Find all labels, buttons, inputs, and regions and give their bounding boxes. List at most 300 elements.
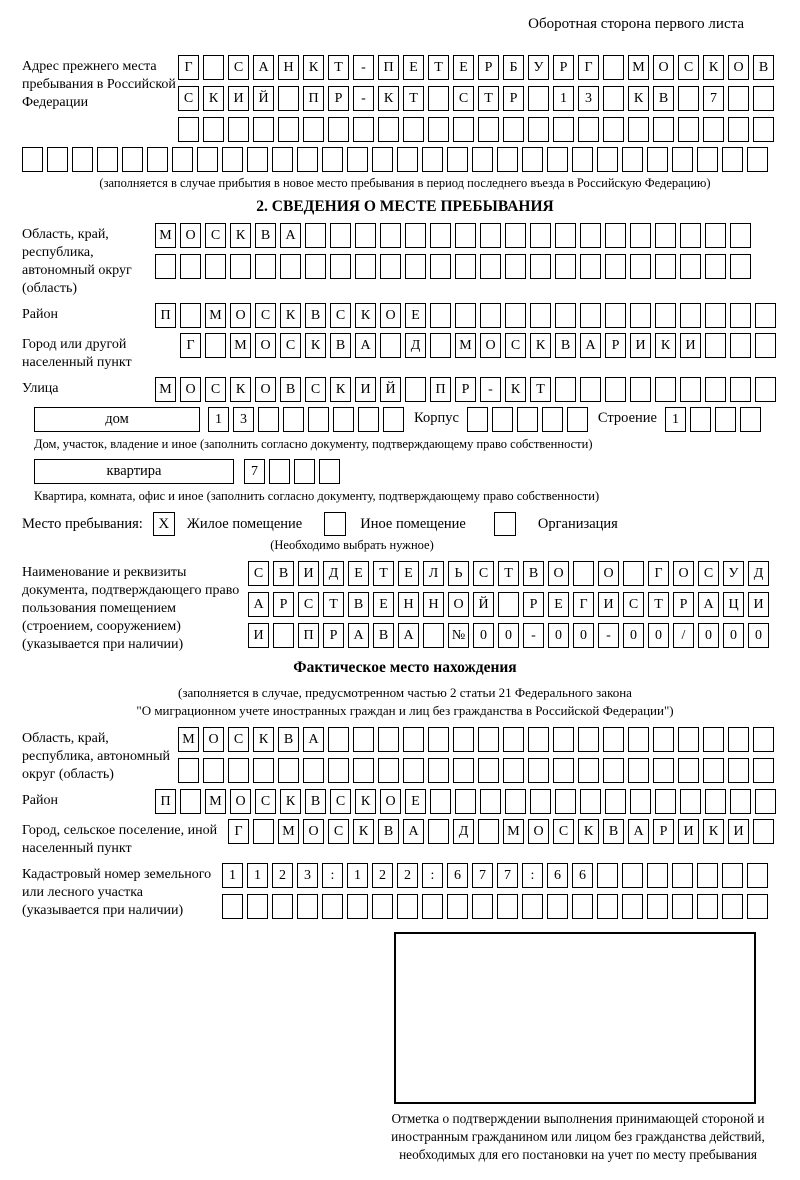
char-box[interactable] bbox=[678, 86, 699, 111]
char-box[interactable] bbox=[397, 894, 418, 919]
char-box[interactable]: У bbox=[723, 561, 744, 586]
char-box[interactable] bbox=[505, 223, 526, 248]
char-box[interactable]: С bbox=[473, 561, 494, 586]
char-box[interactable] bbox=[503, 727, 524, 752]
char-box[interactable]: Г bbox=[180, 333, 201, 358]
char-box[interactable]: С bbox=[305, 377, 326, 402]
char-box[interactable] bbox=[247, 147, 268, 172]
char-box[interactable] bbox=[330, 254, 351, 279]
char-box[interactable]: 7 bbox=[703, 86, 724, 111]
char-box[interactable]: Р bbox=[273, 592, 294, 617]
char-box[interactable] bbox=[467, 407, 488, 432]
char-box[interactable] bbox=[705, 789, 726, 814]
char-box[interactable]: И bbox=[748, 592, 769, 617]
char-box[interactable]: Г bbox=[648, 561, 669, 586]
char-box[interactable] bbox=[703, 727, 724, 752]
char-box[interactable]: К bbox=[330, 377, 351, 402]
char-box[interactable] bbox=[269, 459, 290, 484]
char-box[interactable]: И bbox=[678, 819, 699, 844]
char-box[interactable]: К bbox=[505, 377, 526, 402]
char-box[interactable] bbox=[230, 254, 251, 279]
char-box[interactable] bbox=[653, 758, 674, 783]
char-box[interactable] bbox=[353, 758, 374, 783]
char-box[interactable] bbox=[422, 147, 443, 172]
char-box[interactable] bbox=[722, 863, 743, 888]
char-box[interactable]: О bbox=[255, 377, 276, 402]
char-box[interactable] bbox=[555, 377, 576, 402]
char-box[interactable] bbox=[715, 407, 736, 432]
char-box[interactable] bbox=[530, 789, 551, 814]
char-box[interactable] bbox=[478, 819, 499, 844]
char-box[interactable]: К bbox=[378, 86, 399, 111]
char-box[interactable]: Т bbox=[328, 55, 349, 80]
char-box[interactable] bbox=[678, 727, 699, 752]
char-box[interactable]: С bbox=[178, 86, 199, 111]
char-box[interactable] bbox=[655, 789, 676, 814]
char-box[interactable] bbox=[730, 254, 751, 279]
char-box[interactable]: М bbox=[628, 55, 649, 80]
char-box[interactable] bbox=[303, 117, 324, 142]
char-box[interactable] bbox=[628, 758, 649, 783]
char-box[interactable] bbox=[428, 758, 449, 783]
char-box[interactable]: О bbox=[728, 55, 749, 80]
char-box[interactable] bbox=[672, 894, 693, 919]
char-box[interactable]: С bbox=[205, 377, 226, 402]
char-box[interactable]: Е bbox=[398, 561, 419, 586]
char-box[interactable]: О bbox=[180, 377, 201, 402]
char-box[interactable]: 6 bbox=[447, 863, 468, 888]
char-box[interactable] bbox=[47, 147, 68, 172]
char-box[interactable]: : bbox=[522, 863, 543, 888]
char-box[interactable] bbox=[530, 254, 551, 279]
char-box[interactable]: / bbox=[673, 623, 694, 648]
char-box[interactable]: В bbox=[523, 561, 544, 586]
char-box[interactable] bbox=[455, 223, 476, 248]
char-box[interactable] bbox=[747, 894, 768, 919]
char-box[interactable] bbox=[747, 863, 768, 888]
char-box[interactable] bbox=[603, 55, 624, 80]
char-box[interactable]: 1 bbox=[665, 407, 686, 432]
char-box[interactable] bbox=[722, 147, 743, 172]
char-box[interactable]: А bbox=[403, 819, 424, 844]
char-box[interactable] bbox=[480, 254, 501, 279]
char-box[interactable]: О bbox=[203, 727, 224, 752]
char-box[interactable] bbox=[178, 758, 199, 783]
char-box[interactable]: В bbox=[348, 592, 369, 617]
char-box[interactable] bbox=[278, 86, 299, 111]
char-box[interactable]: С bbox=[678, 55, 699, 80]
char-box[interactable] bbox=[697, 894, 718, 919]
char-box[interactable]: - bbox=[598, 623, 619, 648]
char-box[interactable] bbox=[747, 147, 768, 172]
char-box[interactable]: Ь bbox=[448, 561, 469, 586]
char-box[interactable]: О bbox=[230, 303, 251, 328]
char-box[interactable] bbox=[322, 147, 343, 172]
char-box[interactable] bbox=[322, 894, 343, 919]
char-box[interactable] bbox=[622, 863, 643, 888]
char-box[interactable]: 0 bbox=[723, 623, 744, 648]
char-box[interactable]: - bbox=[353, 86, 374, 111]
char-box[interactable] bbox=[428, 819, 449, 844]
char-box[interactable] bbox=[622, 147, 643, 172]
char-box[interactable] bbox=[505, 303, 526, 328]
char-box[interactable] bbox=[680, 789, 701, 814]
char-box[interactable]: В bbox=[305, 789, 326, 814]
char-box[interactable] bbox=[308, 407, 329, 432]
char-box[interactable] bbox=[455, 303, 476, 328]
char-box[interactable] bbox=[653, 117, 674, 142]
char-box[interactable] bbox=[630, 377, 651, 402]
char-box[interactable]: А bbox=[280, 223, 301, 248]
char-box[interactable]: К bbox=[280, 789, 301, 814]
char-box[interactable]: Т bbox=[530, 377, 551, 402]
char-box[interactable] bbox=[447, 894, 468, 919]
char-box[interactable]: 7 bbox=[472, 863, 493, 888]
char-box[interactable] bbox=[297, 147, 318, 172]
char-box[interactable]: В bbox=[273, 561, 294, 586]
char-box[interactable]: 0 bbox=[473, 623, 494, 648]
char-box[interactable]: М bbox=[278, 819, 299, 844]
char-box[interactable]: М bbox=[455, 333, 476, 358]
char-box[interactable]: С bbox=[228, 727, 249, 752]
char-box[interactable] bbox=[597, 147, 618, 172]
char-box[interactable]: Р bbox=[328, 86, 349, 111]
char-box[interactable] bbox=[455, 789, 476, 814]
char-box[interactable]: С bbox=[298, 592, 319, 617]
char-box[interactable]: М bbox=[205, 789, 226, 814]
char-box[interactable] bbox=[505, 254, 526, 279]
char-box[interactable] bbox=[97, 147, 118, 172]
char-box[interactable] bbox=[272, 894, 293, 919]
char-box[interactable] bbox=[258, 407, 279, 432]
char-box[interactable]: В bbox=[280, 377, 301, 402]
char-box[interactable] bbox=[472, 894, 493, 919]
char-box[interactable] bbox=[430, 303, 451, 328]
char-box[interactable] bbox=[690, 407, 711, 432]
char-box[interactable] bbox=[678, 117, 699, 142]
char-box[interactable]: С bbox=[330, 303, 351, 328]
char-box[interactable]: 0 bbox=[498, 623, 519, 648]
char-box[interactable] bbox=[580, 223, 601, 248]
char-box[interactable] bbox=[628, 117, 649, 142]
char-box[interactable] bbox=[428, 86, 449, 111]
char-box[interactable]: С bbox=[453, 86, 474, 111]
char-box[interactable] bbox=[528, 727, 549, 752]
char-box[interactable]: П bbox=[378, 55, 399, 80]
char-box[interactable]: К bbox=[280, 303, 301, 328]
char-box[interactable] bbox=[333, 407, 354, 432]
char-box[interactable]: : bbox=[322, 863, 343, 888]
char-box[interactable]: Е bbox=[453, 55, 474, 80]
char-box[interactable] bbox=[222, 147, 243, 172]
char-box[interactable] bbox=[372, 147, 393, 172]
char-box[interactable] bbox=[453, 117, 474, 142]
char-box[interactable] bbox=[655, 377, 676, 402]
char-box[interactable]: В bbox=[753, 55, 774, 80]
char-box[interactable] bbox=[380, 254, 401, 279]
char-box[interactable]: 7 bbox=[497, 863, 518, 888]
char-box[interactable]: О bbox=[303, 819, 324, 844]
char-box[interactable] bbox=[319, 459, 340, 484]
char-box[interactable]: Г bbox=[573, 592, 594, 617]
char-box[interactable]: П bbox=[430, 377, 451, 402]
char-box[interactable] bbox=[428, 117, 449, 142]
char-box[interactable] bbox=[378, 117, 399, 142]
char-box[interactable] bbox=[672, 863, 693, 888]
char-box[interactable] bbox=[517, 407, 538, 432]
char-box[interactable] bbox=[630, 789, 651, 814]
char-box[interactable]: Р bbox=[553, 55, 574, 80]
char-box[interactable] bbox=[478, 117, 499, 142]
char-box[interactable]: И bbox=[598, 592, 619, 617]
char-box[interactable] bbox=[605, 223, 626, 248]
char-box[interactable] bbox=[347, 147, 368, 172]
char-box[interactable] bbox=[497, 894, 518, 919]
char-box[interactable] bbox=[740, 407, 761, 432]
char-box[interactable]: И bbox=[298, 561, 319, 586]
char-box[interactable]: К bbox=[530, 333, 551, 358]
char-box[interactable]: И bbox=[228, 86, 249, 111]
char-box[interactable] bbox=[497, 147, 518, 172]
char-box[interactable] bbox=[492, 407, 513, 432]
char-box[interactable] bbox=[622, 894, 643, 919]
char-box[interactable] bbox=[480, 223, 501, 248]
char-box[interactable]: 3 bbox=[233, 407, 254, 432]
char-box[interactable]: И bbox=[728, 819, 749, 844]
char-box[interactable]: С bbox=[505, 333, 526, 358]
char-box[interactable] bbox=[203, 55, 224, 80]
char-box[interactable]: В bbox=[278, 727, 299, 752]
char-box[interactable]: Р bbox=[653, 819, 674, 844]
char-box[interactable] bbox=[378, 727, 399, 752]
char-box[interactable] bbox=[553, 117, 574, 142]
char-box[interactable]: - bbox=[523, 623, 544, 648]
char-box[interactable]: А bbox=[348, 623, 369, 648]
char-box[interactable] bbox=[580, 377, 601, 402]
char-box[interactable]: О bbox=[448, 592, 469, 617]
char-box[interactable] bbox=[305, 254, 326, 279]
char-box[interactable] bbox=[580, 254, 601, 279]
char-box[interactable] bbox=[278, 758, 299, 783]
char-box[interactable]: К bbox=[703, 55, 724, 80]
char-box[interactable] bbox=[605, 254, 626, 279]
char-box[interactable] bbox=[305, 223, 326, 248]
char-box[interactable]: Е bbox=[403, 55, 424, 80]
char-box[interactable]: С bbox=[553, 819, 574, 844]
char-box[interactable] bbox=[605, 303, 626, 328]
char-box[interactable] bbox=[380, 333, 401, 358]
char-box[interactable] bbox=[605, 377, 626, 402]
char-box[interactable] bbox=[623, 561, 644, 586]
char-box[interactable]: В bbox=[373, 623, 394, 648]
char-box[interactable] bbox=[697, 863, 718, 888]
char-box[interactable] bbox=[703, 117, 724, 142]
char-box[interactable]: К bbox=[230, 377, 251, 402]
char-box[interactable] bbox=[397, 147, 418, 172]
char-box[interactable] bbox=[555, 303, 576, 328]
char-box[interactable] bbox=[603, 117, 624, 142]
char-box[interactable]: И bbox=[355, 377, 376, 402]
mesto-checkbox-zhiloe[interactable]: X bbox=[153, 512, 175, 536]
char-box[interactable]: Т bbox=[478, 86, 499, 111]
char-box[interactable]: Ц bbox=[723, 592, 744, 617]
char-box[interactable] bbox=[122, 147, 143, 172]
char-box[interactable]: О bbox=[653, 55, 674, 80]
char-box[interactable] bbox=[680, 254, 701, 279]
char-box[interactable]: С bbox=[255, 303, 276, 328]
char-box[interactable]: 3 bbox=[297, 863, 318, 888]
char-box[interactable] bbox=[330, 223, 351, 248]
char-box[interactable]: А bbox=[248, 592, 269, 617]
char-box[interactable] bbox=[278, 117, 299, 142]
char-box[interactable] bbox=[178, 117, 199, 142]
char-box[interactable] bbox=[503, 758, 524, 783]
char-box[interactable]: П bbox=[298, 623, 319, 648]
char-box[interactable] bbox=[403, 727, 424, 752]
char-box[interactable] bbox=[555, 789, 576, 814]
char-box[interactable] bbox=[655, 254, 676, 279]
char-box[interactable] bbox=[480, 789, 501, 814]
char-box[interactable] bbox=[355, 223, 376, 248]
char-box[interactable]: Р bbox=[673, 592, 694, 617]
char-box[interactable] bbox=[180, 254, 201, 279]
char-box[interactable]: М bbox=[230, 333, 251, 358]
char-box[interactable]: 3 bbox=[578, 86, 599, 111]
char-box[interactable] bbox=[680, 377, 701, 402]
char-box[interactable] bbox=[155, 254, 176, 279]
char-box[interactable] bbox=[303, 758, 324, 783]
char-box[interactable] bbox=[294, 459, 315, 484]
char-box[interactable] bbox=[247, 894, 268, 919]
char-box[interactable]: Е bbox=[405, 789, 426, 814]
char-box[interactable]: Г bbox=[228, 819, 249, 844]
char-box[interactable]: К bbox=[628, 86, 649, 111]
char-box[interactable] bbox=[705, 333, 726, 358]
char-box[interactable] bbox=[380, 223, 401, 248]
char-box[interactable]: Р bbox=[605, 333, 626, 358]
char-box[interactable] bbox=[628, 727, 649, 752]
char-box[interactable] bbox=[72, 147, 93, 172]
char-box[interactable]: Г bbox=[578, 55, 599, 80]
char-box[interactable]: Д bbox=[748, 561, 769, 586]
char-box[interactable] bbox=[430, 333, 451, 358]
char-box[interactable] bbox=[255, 254, 276, 279]
char-box[interactable] bbox=[222, 894, 243, 919]
char-box[interactable] bbox=[567, 407, 588, 432]
char-box[interactable]: К bbox=[230, 223, 251, 248]
char-box[interactable] bbox=[253, 117, 274, 142]
char-box[interactable] bbox=[542, 407, 563, 432]
char-box[interactable]: К bbox=[353, 819, 374, 844]
char-box[interactable] bbox=[730, 377, 751, 402]
char-box[interactable] bbox=[447, 147, 468, 172]
char-box[interactable]: 2 bbox=[372, 863, 393, 888]
char-box[interactable] bbox=[555, 223, 576, 248]
char-box[interactable]: В bbox=[653, 86, 674, 111]
mesto-checkbox-inoe[interactable] bbox=[324, 512, 346, 536]
char-box[interactable]: С bbox=[280, 333, 301, 358]
char-box[interactable] bbox=[180, 789, 201, 814]
char-box[interactable]: И bbox=[630, 333, 651, 358]
char-box[interactable]: Т bbox=[648, 592, 669, 617]
char-box[interactable] bbox=[755, 377, 776, 402]
char-box[interactable]: О bbox=[528, 819, 549, 844]
char-box[interactable] bbox=[430, 223, 451, 248]
char-box[interactable]: В bbox=[378, 819, 399, 844]
char-box[interactable]: О bbox=[598, 561, 619, 586]
char-box[interactable] bbox=[283, 407, 304, 432]
char-box[interactable] bbox=[405, 254, 426, 279]
char-box[interactable]: № bbox=[448, 623, 469, 648]
char-box[interactable]: 1 bbox=[347, 863, 368, 888]
char-box[interactable] bbox=[728, 86, 749, 111]
char-box[interactable] bbox=[755, 333, 776, 358]
char-box[interactable] bbox=[273, 623, 294, 648]
char-box[interactable] bbox=[697, 147, 718, 172]
char-box[interactable] bbox=[478, 727, 499, 752]
char-box[interactable]: К bbox=[703, 819, 724, 844]
char-box[interactable] bbox=[530, 303, 551, 328]
char-box[interactable] bbox=[353, 727, 374, 752]
char-box[interactable]: 0 bbox=[573, 623, 594, 648]
char-box[interactable]: Р bbox=[478, 55, 499, 80]
char-box[interactable] bbox=[597, 863, 618, 888]
char-box[interactable]: М bbox=[503, 819, 524, 844]
char-box[interactable]: Т bbox=[428, 55, 449, 80]
char-box[interactable] bbox=[678, 758, 699, 783]
char-box[interactable]: Б bbox=[503, 55, 524, 80]
char-box[interactable]: Й bbox=[473, 592, 494, 617]
char-box[interactable]: 2 bbox=[272, 863, 293, 888]
char-box[interactable]: Г bbox=[178, 55, 199, 80]
char-box[interactable]: В bbox=[305, 303, 326, 328]
char-box[interactable]: С bbox=[228, 55, 249, 80]
char-box[interactable] bbox=[355, 254, 376, 279]
char-box[interactable]: Р bbox=[455, 377, 476, 402]
char-box[interactable] bbox=[403, 758, 424, 783]
char-box[interactable] bbox=[297, 894, 318, 919]
char-box[interactable] bbox=[328, 727, 349, 752]
char-box[interactable] bbox=[228, 117, 249, 142]
char-box[interactable] bbox=[453, 758, 474, 783]
char-box[interactable] bbox=[203, 117, 224, 142]
char-box[interactable] bbox=[728, 117, 749, 142]
char-box[interactable] bbox=[205, 254, 226, 279]
char-box[interactable]: 1 bbox=[247, 863, 268, 888]
char-box[interactable] bbox=[205, 333, 226, 358]
char-box[interactable] bbox=[655, 303, 676, 328]
char-box[interactable] bbox=[378, 758, 399, 783]
char-box[interactable]: А bbox=[698, 592, 719, 617]
char-box[interactable] bbox=[272, 147, 293, 172]
char-box[interactable] bbox=[530, 223, 551, 248]
char-box[interactable] bbox=[653, 727, 674, 752]
char-box[interactable] bbox=[372, 894, 393, 919]
char-box[interactable] bbox=[603, 758, 624, 783]
char-box[interactable]: П bbox=[303, 86, 324, 111]
char-box[interactable] bbox=[328, 758, 349, 783]
char-box[interactable] bbox=[480, 303, 501, 328]
char-box[interactable] bbox=[180, 303, 201, 328]
mesto-checkbox-org[interactable] bbox=[494, 512, 516, 536]
char-box[interactable]: О bbox=[380, 789, 401, 814]
char-box[interactable] bbox=[405, 223, 426, 248]
char-box[interactable]: С bbox=[698, 561, 719, 586]
char-box[interactable]: Д bbox=[405, 333, 426, 358]
char-box[interactable] bbox=[573, 561, 594, 586]
char-box[interactable] bbox=[680, 223, 701, 248]
char-box[interactable]: А bbox=[303, 727, 324, 752]
